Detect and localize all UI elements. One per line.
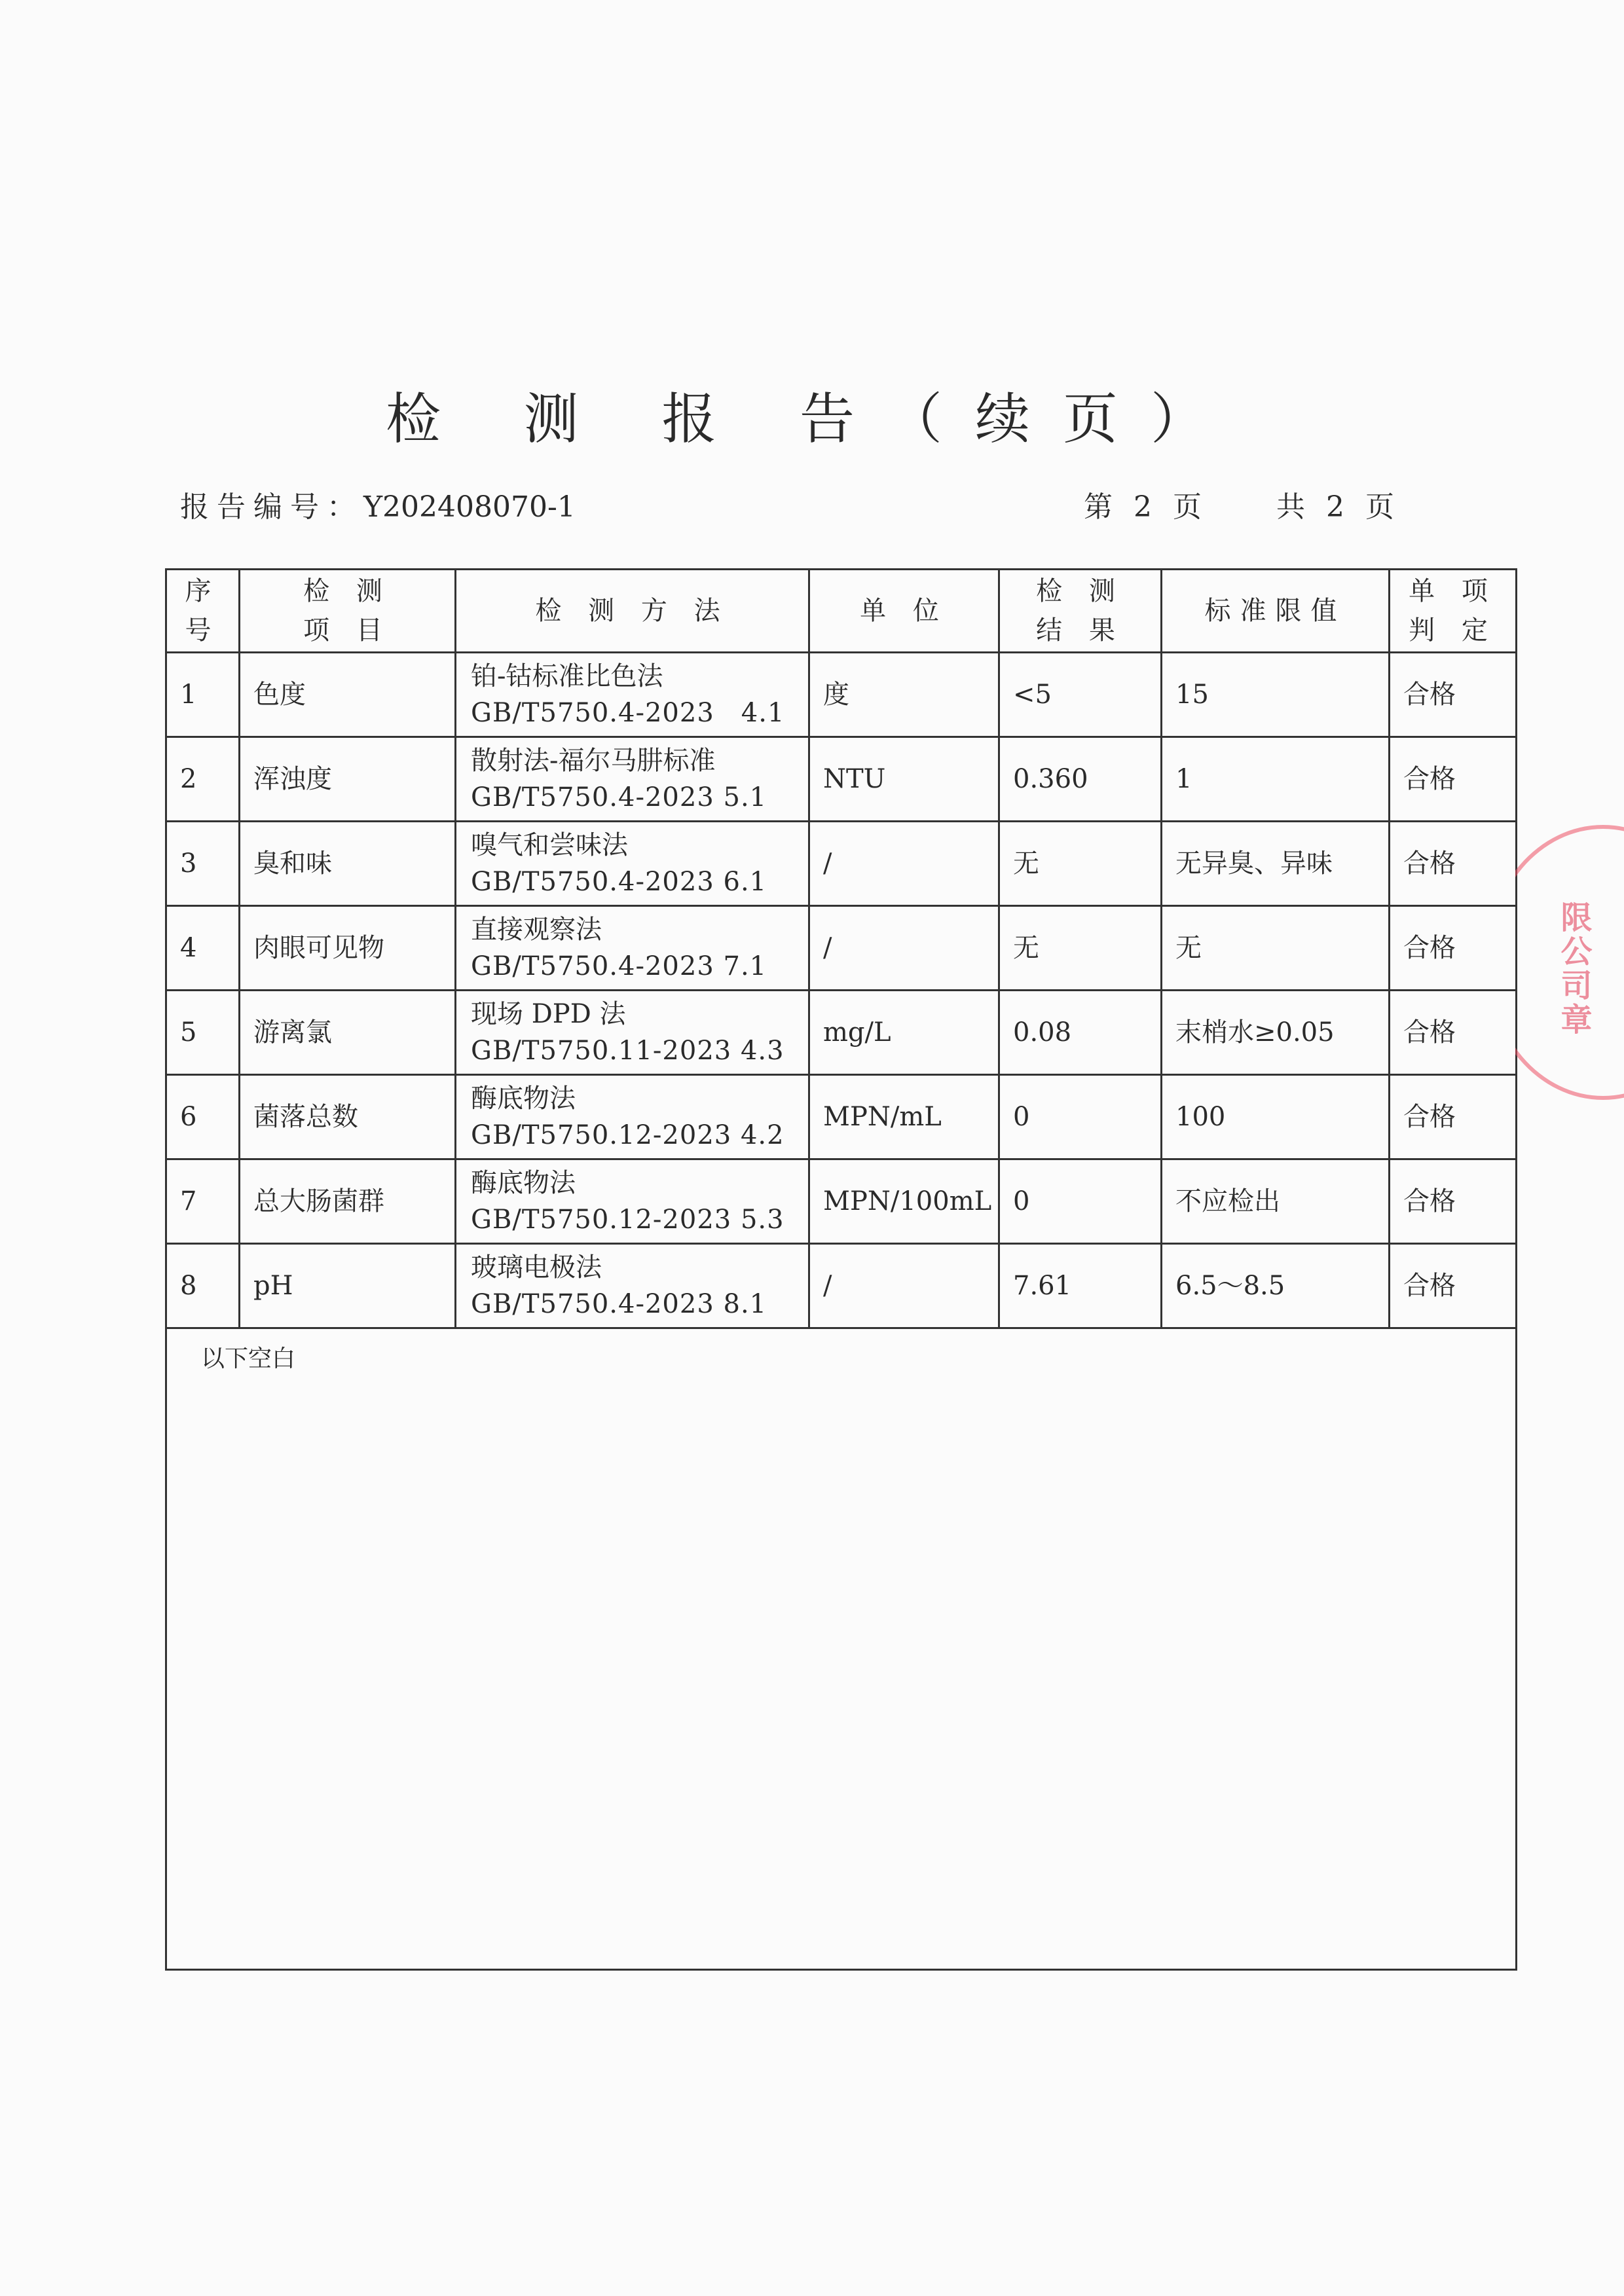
cell-limit: 无异臭、异味 <box>1162 822 1390 906</box>
cell-item: 臭和味 <box>240 822 456 906</box>
method-name: 酶底物法 <box>471 1168 576 1198</box>
method-standard: GB/T5750.4-2023 5.1 <box>471 782 767 812</box>
cell-method <box>456 653 809 737</box>
page-total: 2 <box>1326 490 1347 524</box>
cell-unit: / <box>809 822 999 906</box>
header-result-line1: 检 测 <box>1036 576 1124 606</box>
page-total-label: 共 <box>1276 490 1308 524</box>
results-table <box>165 568 1517 1971</box>
cell-item: 菌落总数 <box>240 1075 456 1159</box>
cell-method <box>456 1159 809 1244</box>
header-judge-line2: 判 定 <box>1409 615 1497 646</box>
method-standard: GB/T5750.4-2023 4.1 <box>471 698 785 728</box>
cell-limit: 不应检出 <box>1162 1159 1390 1244</box>
method-name: 酶底物法 <box>471 1084 576 1114</box>
cell-method <box>456 822 809 906</box>
header-seq <box>166 570 240 653</box>
cell-limit: 末梢水≥0.05 <box>1162 991 1390 1075</box>
header-item <box>240 570 456 653</box>
cell-result: 无 <box>999 906 1162 991</box>
cell-seq: 6 <box>166 1075 240 1159</box>
header-result-line2: 结 果 <box>1036 615 1124 646</box>
cell-result: 0.08 <box>999 991 1162 1075</box>
header-unit: 单 位 <box>809 570 999 653</box>
method-name: 直接观察法 <box>471 915 602 945</box>
cell-unit: MPN/100mL <box>809 1159 999 1244</box>
cell-limit: 1 <box>1162 737 1390 822</box>
cell-method <box>456 737 809 822</box>
page-label: 第 <box>1084 490 1115 524</box>
table-row <box>166 737 1517 822</box>
report-number-label: 报告编号： <box>180 490 363 524</box>
cell-unit: NTU <box>809 737 999 822</box>
cell-result: 无 <box>999 822 1162 906</box>
report-number-value: Y202408070-1 <box>363 490 576 524</box>
page-total-unit: 页 <box>1365 490 1397 524</box>
cell-limit: 100 <box>1162 1075 1390 1159</box>
cell-seq: 3 <box>166 822 240 906</box>
header-seq-line2: 号 <box>185 615 221 646</box>
header-judge-line1: 单 项 <box>1409 576 1497 606</box>
method-standard: GB/T5750.4-2023 7.1 <box>471 951 767 981</box>
cell-method <box>456 991 809 1075</box>
cell-judge: 合格 <box>1390 1159 1517 1244</box>
table-row <box>166 906 1517 991</box>
cell-seq: 5 <box>166 991 240 1075</box>
page-current: 2 <box>1134 490 1154 524</box>
cell-limit: 15 <box>1162 653 1390 737</box>
method-name: 嗅气和尝味法 <box>471 830 628 860</box>
report-number <box>180 488 576 527</box>
cell-result: <5 <box>999 653 1162 737</box>
cell-seq: 7 <box>166 1159 240 1244</box>
header-item-line2: 项 目 <box>303 615 392 646</box>
method-standard: GB/T5750.11-2023 4.3 <box>471 1036 784 1066</box>
cell-judge: 合格 <box>1390 737 1517 822</box>
cell-item: 色度 <box>240 653 456 737</box>
report-title: 检 测 报 告（续页） <box>385 387 1239 451</box>
cell-result: 0.360 <box>999 737 1162 822</box>
header-result <box>999 570 1162 653</box>
seal-text: 限公司章 <box>1555 901 1592 1037</box>
blank-row <box>166 1328 1517 1970</box>
method-standard: GB/T5750.12-2023 4.2 <box>471 1120 784 1150</box>
cell-seq: 1 <box>166 653 240 737</box>
cell-item: 游离氯 <box>240 991 456 1075</box>
cell-item: 总大肠菌群 <box>240 1159 456 1244</box>
header-item-line1: 检 测 <box>303 576 392 606</box>
cell-seq: 2 <box>166 737 240 822</box>
cell-method <box>456 1244 809 1328</box>
cell-method <box>456 906 809 991</box>
cell-item: pH <box>240 1244 456 1328</box>
cell-method <box>456 1075 809 1159</box>
cell-item: 浑浊度 <box>240 737 456 822</box>
cell-item: 肉眼可见物 <box>240 906 456 991</box>
cell-unit: MPN/mL <box>809 1075 999 1159</box>
blank-note: 以下空白 <box>166 1328 1517 1970</box>
cell-seq: 8 <box>166 1244 240 1328</box>
cell-judge: 合格 <box>1390 906 1517 991</box>
method-standard: GB/T5750.4-2023 8.1 <box>471 1289 767 1319</box>
cell-judge: 合格 <box>1390 653 1517 737</box>
header-judge <box>1390 570 1517 653</box>
cell-judge: 合格 <box>1390 1244 1517 1328</box>
table-row <box>166 653 1517 737</box>
header-seq-line1: 序 <box>185 576 221 606</box>
cell-seq: 4 <box>166 906 240 991</box>
cell-unit: mg/L <box>809 991 999 1075</box>
method-name: 铂-钴标准比色法 <box>471 661 663 691</box>
table-header-row <box>166 570 1517 653</box>
method-standard: GB/T5750.12-2023 5.3 <box>471 1205 784 1235</box>
cell-unit: / <box>809 906 999 991</box>
page-indicator <box>1084 488 1415 527</box>
cell-limit: 6.5～8.5 <box>1162 1244 1390 1328</box>
cell-result: 0 <box>999 1075 1162 1159</box>
cell-judge: 合格 <box>1390 1075 1517 1159</box>
cell-unit: / <box>809 1244 999 1328</box>
table-row <box>166 822 1517 906</box>
cell-limit: 无 <box>1162 906 1390 991</box>
method-name: 现场 DPD 法 <box>471 999 626 1029</box>
method-name: 散射法-福尔马肼标准 <box>471 746 716 776</box>
cell-result: 0 <box>999 1159 1162 1244</box>
page-unit: 页 <box>1173 490 1204 524</box>
table-row <box>166 1075 1517 1159</box>
cell-unit: 度 <box>809 653 999 737</box>
cell-judge: 合格 <box>1390 991 1517 1075</box>
header-method: 检 测 方 法 <box>456 570 809 653</box>
company-seal <box>1515 818 1624 1106</box>
seal-ring <box>1515 825 1624 1100</box>
method-standard: GB/T5750.4-2023 6.1 <box>471 867 767 897</box>
table-row <box>166 1244 1517 1328</box>
table-row <box>166 1159 1517 1244</box>
table-row <box>166 991 1517 1075</box>
cell-result: 7.61 <box>999 1244 1162 1328</box>
header-limit: 标准限值 <box>1162 570 1390 653</box>
method-name: 玻璃电极法 <box>471 1252 602 1283</box>
cell-judge: 合格 <box>1390 822 1517 906</box>
